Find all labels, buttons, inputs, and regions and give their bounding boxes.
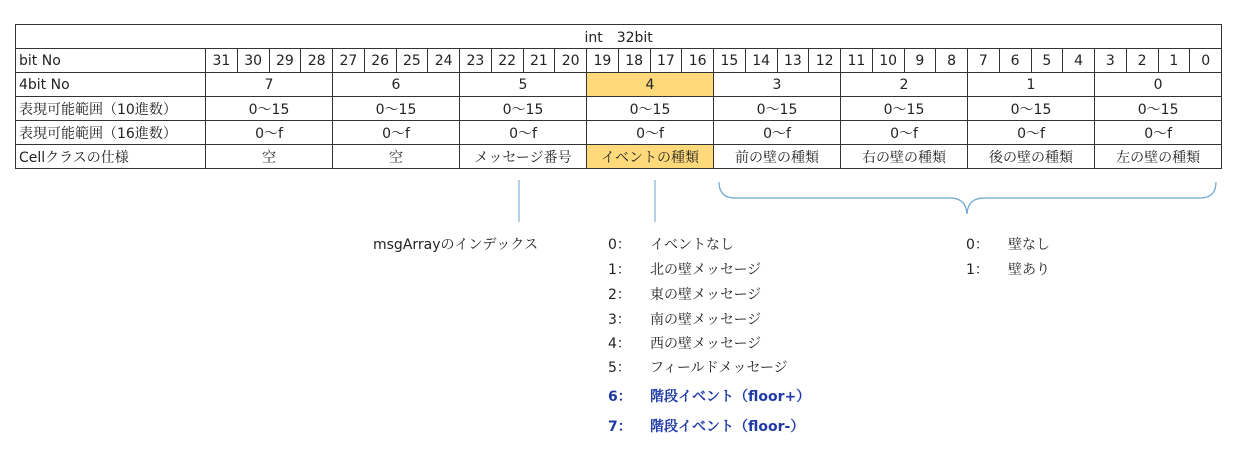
nibble-number-cell: 3 — [714, 73, 841, 97]
nibble-number-cell: 5 — [460, 73, 587, 97]
wall-code: 0： — [966, 237, 989, 253]
bit-number-cell: 6 — [999, 49, 1031, 73]
hex-range-cell: 0〜f — [841, 121, 968, 145]
hex-range-cell: 0〜f — [968, 121, 1095, 145]
event-description: 南の壁メッセージ — [650, 312, 762, 328]
hex-range-cell: 0〜f — [587, 121, 714, 145]
nibble-number-cell: 6 — [333, 73, 460, 97]
decimal-range-cell: 0〜15 — [968, 97, 1095, 121]
bit-number-cell: 12 — [809, 49, 841, 73]
nibble-number-cell: 7 — [206, 73, 333, 97]
decimal-range-cell: 0〜15 — [587, 97, 714, 121]
wall-description: 壁あり — [1008, 262, 1050, 278]
msg-array-note: msgArrayのインデックス — [373, 237, 539, 253]
hex-range-cell: 0〜f — [206, 121, 333, 145]
nibble-number-cell: 1 — [968, 73, 1095, 97]
bit-number-cell: 14 — [745, 49, 777, 73]
event-description: 北の壁メッセージ — [650, 262, 762, 278]
nibble-number-cell: 4 — [587, 73, 714, 97]
bit-number-cell: 4 — [1063, 49, 1095, 73]
hex-range-cell: 0〜f — [1095, 121, 1222, 145]
bit-number-cell: 1 — [1158, 49, 1190, 73]
cell-spec-cell: 後の壁の種類 — [968, 145, 1095, 169]
bit-number-cell: 7 — [968, 49, 1000, 73]
bit-number-cell: 26 — [364, 49, 396, 73]
bit-number-cell: 24 — [428, 49, 460, 73]
bit-number-cell: 20 — [555, 49, 587, 73]
cell-spec-cell: 右の壁の種類 — [841, 145, 968, 169]
event-description: 東の壁メッセージ — [650, 287, 762, 303]
event-code: 3： — [608, 312, 631, 328]
cell-spec-cell: 空 — [333, 145, 460, 169]
bit-number-cell: 28 — [301, 49, 333, 73]
wall-code: 1： — [966, 262, 989, 278]
cell-spec-cell: 前の壁の種類 — [714, 145, 841, 169]
cell-spec-cell: メッセージ番号 — [460, 145, 587, 169]
bit-number-cell: 22 — [491, 49, 523, 73]
bit-number-cell: 11 — [841, 49, 873, 73]
nibble-number-cell: 0 — [1095, 73, 1222, 97]
hex-range-cell: 0〜f — [714, 121, 841, 145]
cell-spec-cell: イベントの種類 — [587, 145, 714, 169]
event-description: 階段イベント（floor-） — [650, 419, 805, 435]
cell-spec-cell: 左の壁の種類 — [1095, 145, 1222, 169]
bit-number-cell: 8 — [936, 49, 968, 73]
event-description: 階段イベント（floor+） — [650, 389, 811, 405]
event-code: 5： — [608, 360, 631, 376]
bit-number-cell: 2 — [1126, 49, 1158, 73]
decimal-range-cell: 0〜15 — [206, 97, 333, 121]
decimal-range-cell: 0〜15 — [714, 97, 841, 121]
bit-number-cell: 29 — [269, 49, 301, 73]
bit-number-cell: 16 — [682, 49, 714, 73]
decimal-range-cell: 0〜15 — [841, 97, 968, 121]
bit-number-cell: 9 — [904, 49, 936, 73]
nibble-number-cell: 2 — [841, 73, 968, 97]
bit-number-cell: 27 — [333, 49, 365, 73]
event-description: フィールドメッセージ — [650, 360, 788, 376]
bit-number-cell: 13 — [777, 49, 809, 73]
bit-number-cell: 5 — [1031, 49, 1063, 73]
bit-number-cell: 31 — [206, 49, 238, 73]
hex-range-cell: 0〜f — [333, 121, 460, 145]
event-code: 6： — [608, 389, 632, 405]
event-description: 西の壁メッセージ — [650, 336, 762, 352]
row-label-range-hex: 表現可能範囲（16進数） — [16, 121, 206, 145]
bit-number-cell: 0 — [1190, 49, 1222, 73]
event-code: 7： — [608, 419, 632, 435]
bit-number-cell: 21 — [523, 49, 555, 73]
bit-number-cell: 18 — [618, 49, 650, 73]
row-label-bit-no: bit No — [16, 49, 206, 73]
row-label-nibble-no: 4bit No — [16, 73, 206, 97]
decimal-range-cell: 0〜15 — [1095, 97, 1222, 121]
decimal-range-cell: 0〜15 — [333, 97, 460, 121]
row-label-range-dec: 表現可能範囲（10進数） — [16, 97, 206, 121]
hex-range-cell: 0〜f — [460, 121, 587, 145]
bit-number-cell: 15 — [714, 49, 746, 73]
cell-spec-cell: 空 — [206, 145, 333, 169]
event-code: 0： — [608, 237, 631, 253]
bit-number-cell: 30 — [237, 49, 269, 73]
wall-brace — [719, 182, 1216, 214]
wall-description: 壁なし — [1008, 237, 1050, 253]
event-code: 4： — [608, 336, 631, 352]
bit-number-cell: 25 — [396, 49, 428, 73]
table-title: int 32bit — [16, 25, 1222, 49]
bit-number-cell: 19 — [587, 49, 619, 73]
bit-number-cell: 17 — [650, 49, 682, 73]
decimal-range-cell: 0〜15 — [460, 97, 587, 121]
bit-number-cell: 23 — [460, 49, 492, 73]
bit-number-cell: 10 — [872, 49, 904, 73]
row-label-spec: Cellクラスの仕様 — [16, 145, 206, 169]
event-description: イベントなし — [650, 237, 734, 253]
event-code: 2： — [608, 287, 631, 303]
bit-number-cell: 3 — [1095, 49, 1127, 73]
event-code: 1： — [608, 262, 631, 278]
